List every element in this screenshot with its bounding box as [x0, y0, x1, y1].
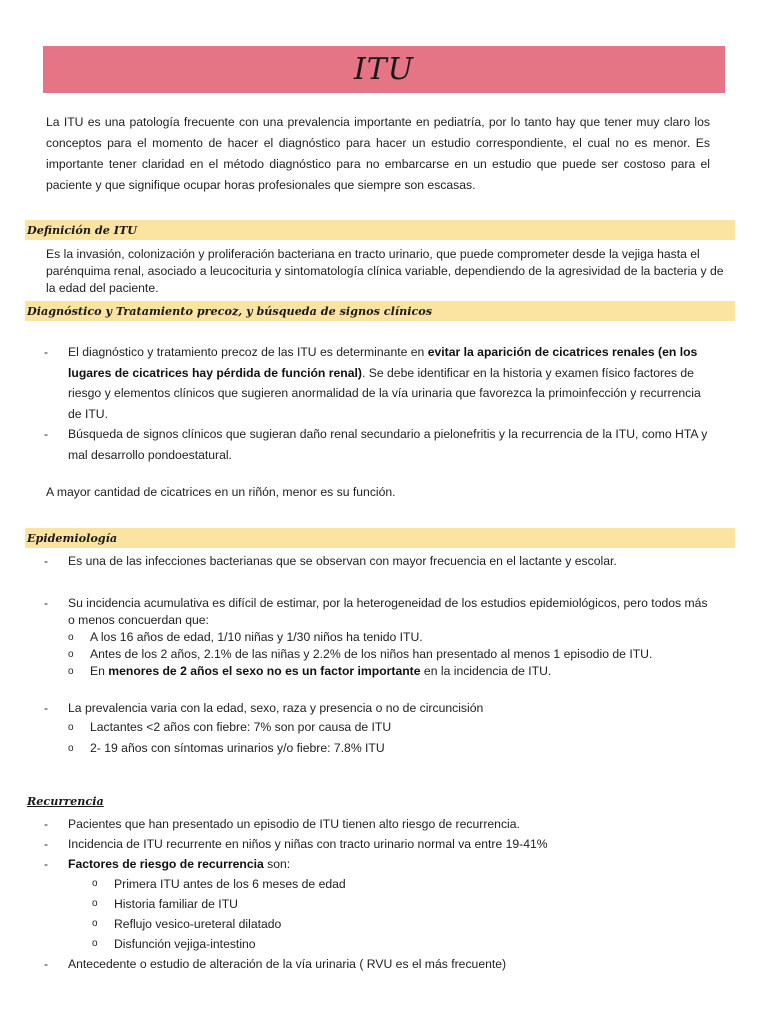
diagnostico-note: A mayor cantidad de cicatrices en un riñón, menor es su función. [46, 485, 396, 499]
sublist [92, 874, 714, 954]
sublist-item: o Reflujo vesico-ureteral dilatado [92, 917, 282, 931]
page-title: ITU [353, 52, 415, 87]
list-item: - La prevalencia varia con la edad, sexo, raza y presencia o no de circuncisión o Lactantes <2 años con fiebre: 7% son por causa de ITU o 2- 19 años con síntomas urinarios y/o fiebre: 7.8% ITU [44, 700, 714, 759]
section-recurrencia-heading: Recurrencia [27, 794, 104, 808]
list-item: - Pacientes que han presentado un episodio de ITU tienen alto riesgo de recurrencia. [44, 817, 520, 831]
emphasis-text: evitar la aparición de cicatrices renales (en los lugares de cicatrices hay pérdida de función renal) [68, 345, 698, 380]
list-item: - Factores de riesgo de recurrencia son: o Primera ITU antes de los 6 meses de edad o Historia familiar de ITU o Reflujo vesico-ureteral dilatado o Disfunción vejiga-intestino [44, 854, 714, 954]
sublist-item: o Lactantes <2 años con fiebre: 7% son por causa de ITU [68, 720, 392, 734]
list-item: - Incidencia de ITU recurrente en niños y niñas con tracto urinario normal va entre 19-41% [44, 837, 548, 851]
intro-paragraph: La ITU es una patología frecuente con una prevalencia importante en pediatría, por lo tanto hay que tener muy claro los conceptos para el momento de hacer el diagnóstico para hacer un estudio correspondiente, el cual no es menor. Es importante tener claridad en el método diagnóstico para no embarcarse en un estudio que puede ser costoso para el paciente y que signifique ocupar horas profesionales que siempre son escasas. [46, 115, 710, 192]
recurrencia-list [44, 814, 714, 974]
section-definicion-heading [25, 220, 735, 240]
list-item: - Búsqueda de signos clínicos que sugieran daño renal secundario a pielonefritis y la recurrencia de la ITU, como HTA y mal desarrollo pondoestatural. [44, 427, 708, 462]
list-item: - Antecedente o estudio de alteración de la vía urinaria ( RVU es el más frecuente) [44, 957, 507, 971]
section-heading: Definición de ITU [27, 223, 138, 237]
emphasis-text: menores de 2 años el sexo no es un factor importante [108, 664, 421, 678]
section-heading: Epidemiología [27, 531, 118, 545]
sublist [68, 717, 714, 759]
list-item: - El diagnóstico y tratamiento precoz de las ITU es determinante en evitar la aparición de cicatrices renales (en los lugares de cicatrices hay pérdida de función renal). Se debe identificar en la historia y examen físico factores de riesgo y elementos clínicos que sugieren anormalidad de la vía urinaria que favorezca la primoinfección y recurrencia de ITU. [44, 345, 701, 421]
title-banner [43, 46, 725, 93]
definicion-text: Es la invasión, colonización y proliferación bacteriana en tracto urinario, que puede comprometer desde la vejiga hasta el parénquima renal, asociado a leucocituria y sintomatología clínica variable, dependiendo de la agresividad de la bacteria y de la edad del paciente. [46, 247, 724, 295]
section-epidemiologia-heading [25, 528, 735, 548]
section-heading: Diagnóstico y Tratamiento precoz, y búsqueda de signos clínicos [27, 304, 433, 318]
sublist-item: o 2- 19 años con síntomas urinarios y/o fiebre: 7.8% ITU [68, 741, 385, 755]
diagnostico-list [44, 342, 714, 465]
sublist-item: o A los 16 años de edad, 1/10 niñas y 1/30 niños ha tenido ITU. [68, 630, 423, 644]
sublist [68, 629, 714, 680]
sublist-item: o En menores de 2 años el sexo no es un factor importante en la incidencia de ITU. [68, 664, 552, 678]
sublist-item: o Primera ITU antes de los 6 meses de edad [92, 877, 346, 891]
epidemiologia-list [44, 553, 714, 759]
sublist-item: o Disfunción vejiga-intestino [92, 937, 256, 951]
emphasis-text: Factores de riesgo de recurrencia [68, 857, 264, 871]
list-item: - Su incidencia acumulativa es difícil de estimar, por la heterogeneidad de los estudios epidemiológicos, pero todos más o menos concuerdan que: o A los 16 años de edad, 1/10 niñas y 1/30 niños ha tenido ITU. o Antes de los 2 años, 2.1% de las niñas y 2.2% de los niños han presentado al menos 1 episodio de ITU. o En menores de 2 años el sexo no es un factor importante en la incidencia de ITU. [44, 595, 714, 680]
sublist-item: o Historia familiar de ITU [92, 897, 238, 911]
sublist-item: o Antes de los 2 años, 2.1% de las niñas y 2.2% de los niños han presentado al menos 1 episodio de ITU. [68, 647, 653, 661]
section-diagnostico-heading [25, 301, 735, 321]
list-item: - Es una de las infecciones bacterianas que se observan con mayor frecuencia en el lactante y escolar. [44, 554, 617, 568]
